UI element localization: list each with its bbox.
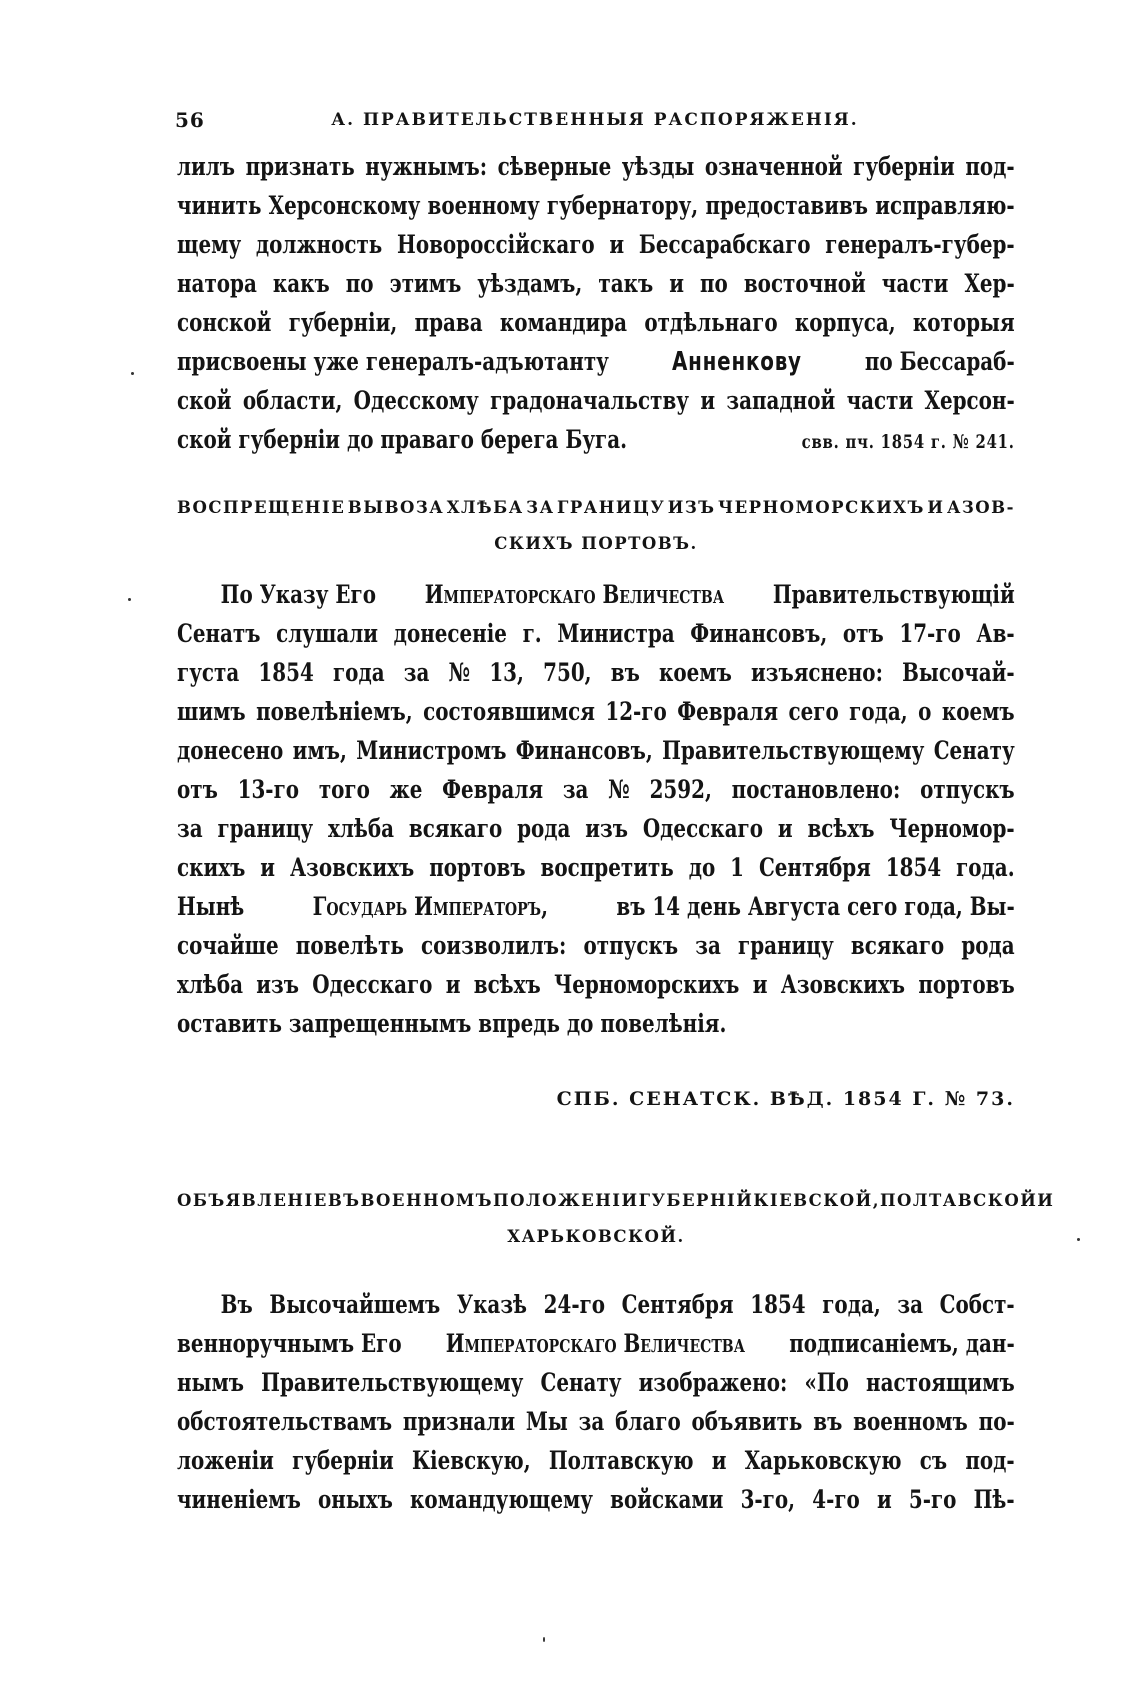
word: 4-го — [812, 1485, 860, 1515]
title-line-1 — [177, 490, 1015, 526]
word: 750, — [543, 658, 592, 688]
page-number: 56 — [175, 108, 205, 132]
word: Ав- — [976, 619, 1015, 649]
text-line-content — [177, 853, 1015, 883]
text-line-content — [177, 1407, 1015, 1437]
text-line — [177, 697, 1015, 736]
text-line — [177, 736, 1015, 775]
word: восточной — [743, 269, 866, 299]
word: уѣздамъ, — [477, 269, 583, 299]
word: повелѣть — [295, 931, 404, 961]
title-word: ПОЛТАВСКОЙ — [879, 1191, 1038, 1210]
text-line-content — [177, 814, 1015, 844]
title-word: ГУБЕРНІЙ — [638, 1191, 754, 1210]
word: градоначальству — [490, 386, 690, 416]
word: имъ, — [292, 736, 347, 766]
word: Министромъ — [356, 736, 507, 766]
word: командира — [499, 308, 628, 338]
text-line — [177, 230, 1015, 269]
word: генералъ-губер- — [825, 230, 1015, 260]
text-line-content — [177, 658, 1015, 688]
word: отпускъ — [920, 775, 1015, 805]
word: настоящимъ — [866, 1368, 1015, 1398]
word: и — [445, 970, 461, 1000]
word: соизволилъ: — [421, 931, 567, 961]
word: повелѣніемъ, — [256, 697, 413, 727]
word: рода — [961, 931, 1015, 961]
word: за — [695, 931, 721, 961]
word: губернатору, — [546, 191, 699, 221]
text-line — [177, 308, 1015, 347]
word: 12-го — [605, 697, 667, 727]
text-line — [177, 580, 1015, 619]
word: Въ — [220, 1290, 253, 1320]
title-line-2: ХАРЬКОВСКОЙ. — [507, 1227, 685, 1246]
title-word: ВЪ — [327, 1191, 361, 1210]
word: уѣзды — [621, 152, 695, 182]
section-title — [177, 490, 1015, 562]
text-line — [177, 191, 1015, 230]
word: всѣхъ — [473, 970, 541, 1000]
word: изъяснено: — [751, 658, 883, 688]
word: Бессарабскаго — [638, 230, 811, 260]
word: благо — [615, 1407, 681, 1437]
word: Одесскаго — [642, 814, 763, 844]
word: 1854 — [750, 1290, 806, 1320]
word: рода — [517, 814, 571, 844]
text-line-content — [177, 308, 1015, 338]
word: Финансовъ, — [690, 619, 828, 649]
word: года. — [956, 853, 1015, 883]
word: права — [414, 308, 483, 338]
title-word: ВОЕННОМЪ — [360, 1191, 494, 1210]
word: под- — [965, 152, 1015, 182]
word: «По — [804, 1368, 849, 1398]
running-head: А. ПРАВИТЕЛЬСТВЕННЫЯ РАСПОРЯЖЕНІЯ. — [331, 110, 859, 130]
word: Февраля — [442, 775, 544, 805]
text-line — [177, 970, 1015, 1009]
word: командующему — [410, 1485, 593, 1515]
title-word: ГРАНИЦУ — [557, 498, 666, 517]
word: границу — [738, 931, 834, 961]
title-line-1 — [177, 1183, 1055, 1219]
word: отъ — [842, 619, 884, 649]
text-line-content — [177, 697, 1015, 727]
word: такъ — [598, 269, 654, 299]
imperial-title: Императорскаго Величества — [445, 1329, 746, 1359]
text-segment: ской губерніи до праваго берега Буга. — [177, 425, 628, 455]
title-word: ЗА — [526, 498, 555, 517]
word: 1854 — [885, 853, 942, 883]
word: Полтавскую — [548, 1446, 694, 1476]
word: портовъ — [918, 970, 1015, 1000]
page-header — [175, 108, 1015, 142]
word: чиненіемъ — [177, 1485, 301, 1515]
word: Черноморскихъ — [554, 970, 740, 1000]
word: военному — [427, 191, 540, 221]
word: 1 — [730, 853, 745, 883]
word: коемъ — [941, 697, 1015, 727]
word: года, — [822, 1290, 881, 1320]
word: Сенату — [540, 1368, 622, 1398]
word: съ — [919, 1446, 948, 1476]
word: Азовскихъ — [780, 970, 906, 1000]
word: г. — [522, 619, 542, 649]
title-word: ВЫВОЗА — [347, 498, 445, 517]
word: признали — [402, 1407, 516, 1437]
word: за — [578, 1407, 605, 1437]
text-line — [177, 1368, 1015, 1407]
word: густа — [177, 658, 240, 688]
word: обстоятельствамъ — [177, 1407, 393, 1437]
title-word: И — [1037, 1191, 1055, 1210]
text-line — [177, 1407, 1015, 1446]
paragraph-continuation — [177, 152, 1015, 464]
text-line — [177, 775, 1015, 814]
title-word: ОБЪЯВЛЕНІЕ — [177, 1191, 328, 1210]
text-line — [177, 386, 1015, 425]
word: Херсон- — [924, 386, 1015, 416]
word: должность — [255, 230, 383, 260]
text-line-content — [177, 931, 1015, 961]
word: Одесскому — [353, 386, 479, 416]
word: Черномор- — [889, 814, 1015, 844]
word: и — [752, 970, 768, 1000]
word: № — [608, 775, 630, 805]
text-segment: по Бессараб- — [864, 347, 1015, 377]
text-line-content — [177, 775, 1015, 805]
text-line — [177, 269, 1015, 308]
word: и — [700, 386, 716, 416]
text-line — [177, 814, 1015, 853]
word: Собст- — [939, 1290, 1015, 1320]
word: западной — [726, 386, 836, 416]
word: по — [700, 269, 728, 299]
word: означенной — [704, 152, 843, 182]
word: Сентября — [621, 1290, 734, 1320]
word: 3-го, — [740, 1485, 796, 1515]
text-line — [177, 1329, 1015, 1368]
word: Кіевскую, — [411, 1446, 531, 1476]
word: и — [669, 269, 684, 299]
word: же — [389, 775, 423, 805]
word: по — [345, 269, 374, 299]
word: того — [318, 775, 370, 805]
word: Сентября — [758, 853, 871, 883]
word: № — [448, 658, 471, 688]
word: за — [562, 775, 589, 805]
word: Высочай- — [902, 658, 1015, 688]
imperial-title: Императорскаго Величества — [424, 580, 725, 610]
word: которыя — [912, 308, 1015, 338]
word: и — [876, 1485, 892, 1515]
word: под- — [965, 1446, 1015, 1476]
title-word: ИЗЪ — [667, 498, 716, 517]
source-citation: свв. пч. 1854 г. № 241. — [801, 431, 1015, 453]
title-word: ЧЕРНОМОРСКИХЪ — [718, 498, 925, 517]
text-line-content — [177, 386, 1015, 416]
word: Хер- — [964, 269, 1015, 299]
section-title — [177, 1183, 1055, 1255]
word: отдѣльнаго — [644, 308, 778, 338]
word: года, — [849, 697, 908, 727]
word: и — [777, 814, 793, 844]
word: и — [609, 230, 625, 260]
word: нужнымъ: — [365, 152, 488, 182]
text-segment: присвоены уже генералъ-адъютанту — [177, 347, 609, 377]
word: какъ — [272, 269, 330, 299]
word: Азовскихъ — [289, 853, 415, 883]
word: лилъ — [177, 152, 236, 182]
text-line — [177, 1446, 1015, 1485]
word: коемъ — [659, 658, 732, 688]
word: за — [177, 814, 203, 844]
text-line — [177, 152, 1015, 191]
word: сочайше — [177, 931, 279, 961]
word: 2592, — [649, 775, 712, 805]
text-line-content — [177, 1368, 1015, 1398]
word: Правительствующему — [662, 736, 925, 766]
title-word: ХЛѢБА — [446, 498, 524, 517]
word: границу — [217, 814, 314, 844]
word: хлѣба — [328, 814, 395, 844]
word: Высочайшемъ — [269, 1290, 441, 1320]
word: этимъ — [389, 269, 462, 299]
word: портовъ — [429, 853, 526, 883]
text-line — [177, 425, 1015, 464]
word: 13, — [489, 658, 524, 688]
word: сѣверные — [497, 152, 612, 182]
word: и — [711, 1446, 727, 1476]
word: отъ — [177, 775, 218, 805]
word: 5-го — [908, 1485, 957, 1515]
word: отпускъ — [583, 931, 679, 961]
text-line-content — [177, 1446, 1015, 1476]
word: 1854 — [258, 658, 314, 688]
print-speck — [1077, 1238, 1080, 1241]
word: нымъ — [177, 1368, 245, 1398]
word: донесеніе — [393, 619, 507, 649]
word: года — [332, 658, 385, 688]
word: предоставивъ — [705, 191, 869, 221]
text-line — [177, 619, 1015, 658]
word: объявить — [691, 1407, 803, 1437]
text-line — [177, 347, 1015, 386]
source-citation: СПБ. СЕНАТСК. ВѢД. 1854 Г. № 73. — [556, 1088, 1015, 1110]
word: до — [688, 853, 716, 883]
word: корпуса, — [794, 308, 896, 338]
text-line-content — [177, 1485, 1015, 1515]
title-word: И — [927, 498, 945, 517]
word: скихъ — [177, 853, 246, 883]
text-line — [177, 853, 1015, 892]
word: всякаго — [850, 931, 945, 961]
text-line — [177, 1290, 1015, 1329]
text-line — [177, 892, 1015, 931]
word: за — [403, 658, 430, 688]
word: Сенату — [933, 736, 1015, 766]
word: изъ — [585, 814, 628, 844]
word: Финансовъ, — [515, 736, 653, 766]
text-line-content — [177, 230, 1015, 260]
word: 24-го — [543, 1290, 606, 1320]
word: области, — [242, 386, 343, 416]
text-segment: венноручнымъ Его — [177, 1329, 402, 1359]
text-line-content — [177, 619, 1015, 649]
word: губерніи — [853, 152, 955, 182]
word: Правительствующему — [261, 1368, 524, 1398]
print-speck — [543, 1637, 545, 1642]
text-line — [177, 1485, 1015, 1524]
person-name: Анненкову — [671, 347, 802, 377]
text-segment: подписаніемъ, дан- — [789, 1329, 1015, 1359]
word: сего — [788, 697, 839, 727]
text-line-content — [177, 269, 1015, 299]
word: Сенатъ — [177, 619, 261, 649]
word: Мы — [525, 1407, 568, 1437]
word: Указѣ — [456, 1290, 528, 1320]
print-speck — [128, 598, 131, 601]
word: хлѣба — [177, 970, 244, 1000]
word: губерніи — [292, 1446, 394, 1476]
print-speck — [131, 372, 134, 375]
word: за — [897, 1290, 923, 1320]
word: исправляю- — [875, 191, 1015, 221]
title-line-2: СКИХЪ ПОРТОВЪ. — [494, 534, 698, 553]
word: 13-го — [237, 775, 300, 805]
word: изображено: — [638, 1368, 788, 1398]
word: военномъ — [853, 1407, 968, 1437]
word: Пѣ- — [973, 1485, 1015, 1515]
text-line — [177, 658, 1015, 697]
word: чинить — [177, 191, 262, 221]
word: шимъ — [177, 697, 246, 727]
word: части — [846, 386, 914, 416]
word: въ — [610, 658, 640, 688]
text-segment: Нынѣ — [177, 892, 245, 922]
text-line-content — [221, 1290, 1015, 1320]
word: ложеніи — [177, 1446, 274, 1476]
imperial-title: Государь Императоръ, — [312, 892, 549, 922]
text-line-content — [177, 736, 1015, 766]
word: донесено — [177, 736, 284, 766]
paragraph-grain-export — [177, 580, 1015, 1048]
text-line — [177, 1009, 1015, 1048]
word: натора — [177, 269, 257, 299]
title-word: ПОЛОЖЕНІИ — [493, 1191, 639, 1210]
title-word: КІЕВСКОЙ, — [753, 1191, 880, 1210]
word: губерніи, — [288, 308, 398, 338]
word: оныхъ — [318, 1485, 393, 1515]
word: Херсонскому — [268, 191, 421, 221]
word: Новороссійскаго — [397, 230, 595, 260]
word: признать — [245, 152, 355, 182]
text-segment: Правительствующій — [772, 580, 1015, 610]
word: щему — [177, 230, 242, 260]
text-segment: По Указу Его — [220, 580, 377, 610]
title-word: АЗОВ- — [946, 498, 1015, 517]
word: постановлено: — [731, 775, 901, 805]
word: изъ — [256, 970, 300, 1000]
word: Февраля — [677, 697, 779, 727]
word: части — [881, 269, 949, 299]
word: 17-го — [899, 619, 961, 649]
text-segment: въ 14 день Августа сего года, Вы- — [616, 892, 1015, 922]
word: состоявшимся — [423, 697, 595, 727]
word: войсками — [610, 1485, 724, 1515]
word: сонской — [177, 308, 272, 338]
word: о — [918, 697, 932, 727]
word: ской — [177, 386, 232, 416]
word: всѣхъ — [807, 814, 875, 844]
word: Одесскаго — [312, 970, 433, 1000]
text-line-content — [177, 191, 1015, 221]
text-line-content — [177, 152, 1015, 182]
word: слушали — [276, 619, 379, 649]
text-line-content — [177, 970, 1015, 1000]
word: воспретить — [540, 853, 674, 883]
word: всякаго — [408, 814, 503, 844]
word: въ — [813, 1407, 843, 1437]
word: Министра — [557, 619, 675, 649]
paragraph-martial-law — [177, 1290, 1015, 1524]
text-line-content: оставить запрещеннымъ впредь до повелѣнія. — [177, 1009, 727, 1039]
word: по- — [978, 1407, 1015, 1437]
title-word: ВОСПРЕЩЕНІЕ — [177, 498, 346, 517]
word: и — [260, 853, 276, 883]
text-line — [177, 931, 1015, 970]
word: Харьковскую — [744, 1446, 902, 1476]
